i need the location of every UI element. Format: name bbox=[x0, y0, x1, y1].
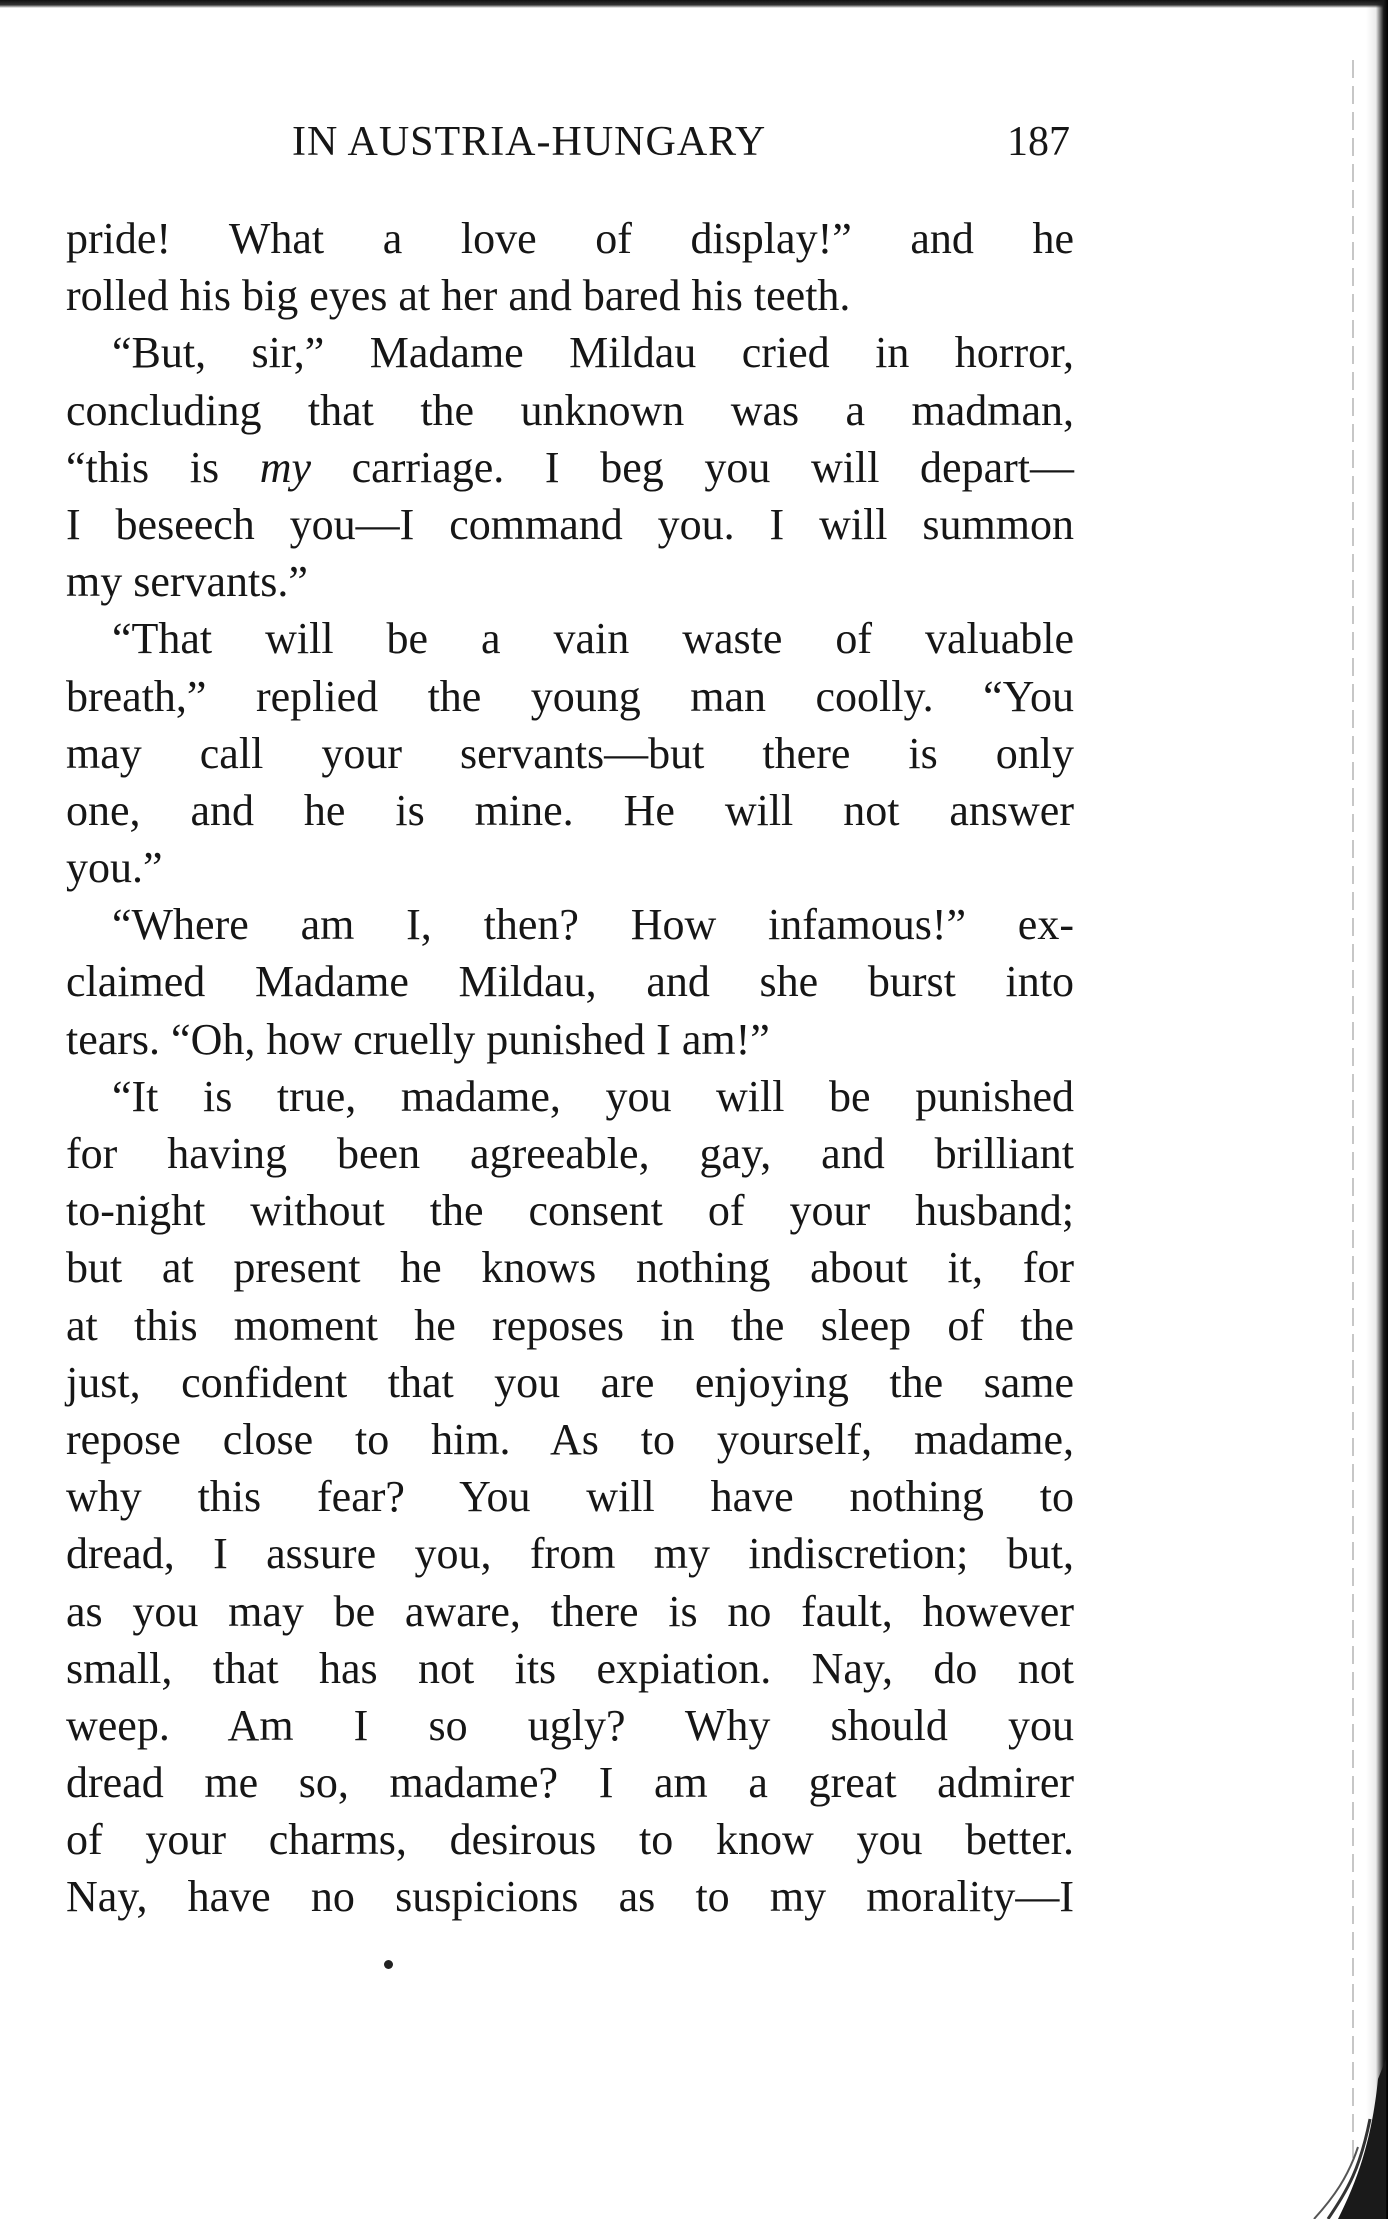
text-line: “Where am I, then? How infamous!” ex- bbox=[112, 900, 1074, 950]
text-line: my servants.” bbox=[66, 557, 308, 607]
text-line: claimed Madame Mildau, and she burst into bbox=[66, 957, 1074, 1007]
text-line: to-night without the consent of your husband; bbox=[66, 1186, 1074, 1236]
text-line: may call your servants—but there is only bbox=[66, 728, 1074, 778]
text-line: concluding that the unknown was a madman, bbox=[66, 385, 1074, 435]
text-line: Nay, have no suspicions as to my morality—I bbox=[66, 1872, 1074, 1922]
text-line: repose close to him. As to yourself, madame, bbox=[66, 1414, 1074, 1464]
text-line: “It is true, madame, you will be punished bbox=[112, 1071, 1074, 1121]
page-right-edge bbox=[1366, 0, 1388, 2219]
signature-mark-dot bbox=[384, 1960, 393, 1969]
text-line: I beseech you—I command you. I will summon bbox=[66, 499, 1074, 549]
text-line: at this moment he reposes in the sleep of the bbox=[66, 1300, 1074, 1350]
text-line: one, and he is mine. He will not answer bbox=[66, 785, 1074, 835]
body-text bbox=[66, 210, 1074, 1926]
text-line bbox=[66, 439, 1074, 496]
text-line: dread me so, madame? I am a great admirer bbox=[66, 1758, 1074, 1808]
text-line: just, confident that you are enjoying the same bbox=[66, 1357, 1074, 1407]
page-top-edge bbox=[0, 0, 1388, 8]
text-line: dread, I assure you, from my indiscretion; but, bbox=[66, 1529, 1074, 1579]
text-line: small, that has not its expiation. Nay, do not bbox=[66, 1643, 1074, 1693]
text-line: “But, sir,” Madame Mildau cried in horror, bbox=[112, 328, 1074, 378]
text-run: “this is bbox=[66, 442, 260, 492]
text-line: “That will be a vain waste of valuable bbox=[112, 614, 1074, 664]
text-line: for having been agreeable, gay, and brilliant bbox=[66, 1129, 1074, 1178]
page-header bbox=[292, 118, 1070, 178]
text-line: why this fear? You will have nothing to bbox=[66, 1472, 1074, 1522]
text-line: breath,” replied the young man coolly. “You bbox=[66, 671, 1074, 721]
text-line: you.” bbox=[66, 843, 163, 893]
text-line: weep. Am I so ugly? Why should you bbox=[66, 1700, 1074, 1750]
page-corner-curl bbox=[1298, 2059, 1388, 2219]
page-number: 187 bbox=[1007, 119, 1070, 165]
text-run: carriage. I beg you will depart— bbox=[311, 442, 1074, 492]
text-line: as you may be aware, there is no fault, however bbox=[66, 1586, 1074, 1636]
running-head: IN AUSTRIA-HUNGARY bbox=[292, 119, 767, 165]
text-line: of your charms, desirous to know you better. bbox=[66, 1815, 1074, 1865]
text-line: tears. “Oh, how cruelly punished I am!” bbox=[66, 1014, 770, 1064]
binding-shadow-line bbox=[1352, 60, 1354, 2160]
text-line: pride! What a love of display!” and he bbox=[66, 214, 1074, 263]
text-line: rolled his big eyes at her and bared his teeth. bbox=[66, 271, 851, 321]
italic-word: my bbox=[259, 442, 312, 492]
text-line: but at present he knows nothing about it, for bbox=[66, 1243, 1074, 1293]
